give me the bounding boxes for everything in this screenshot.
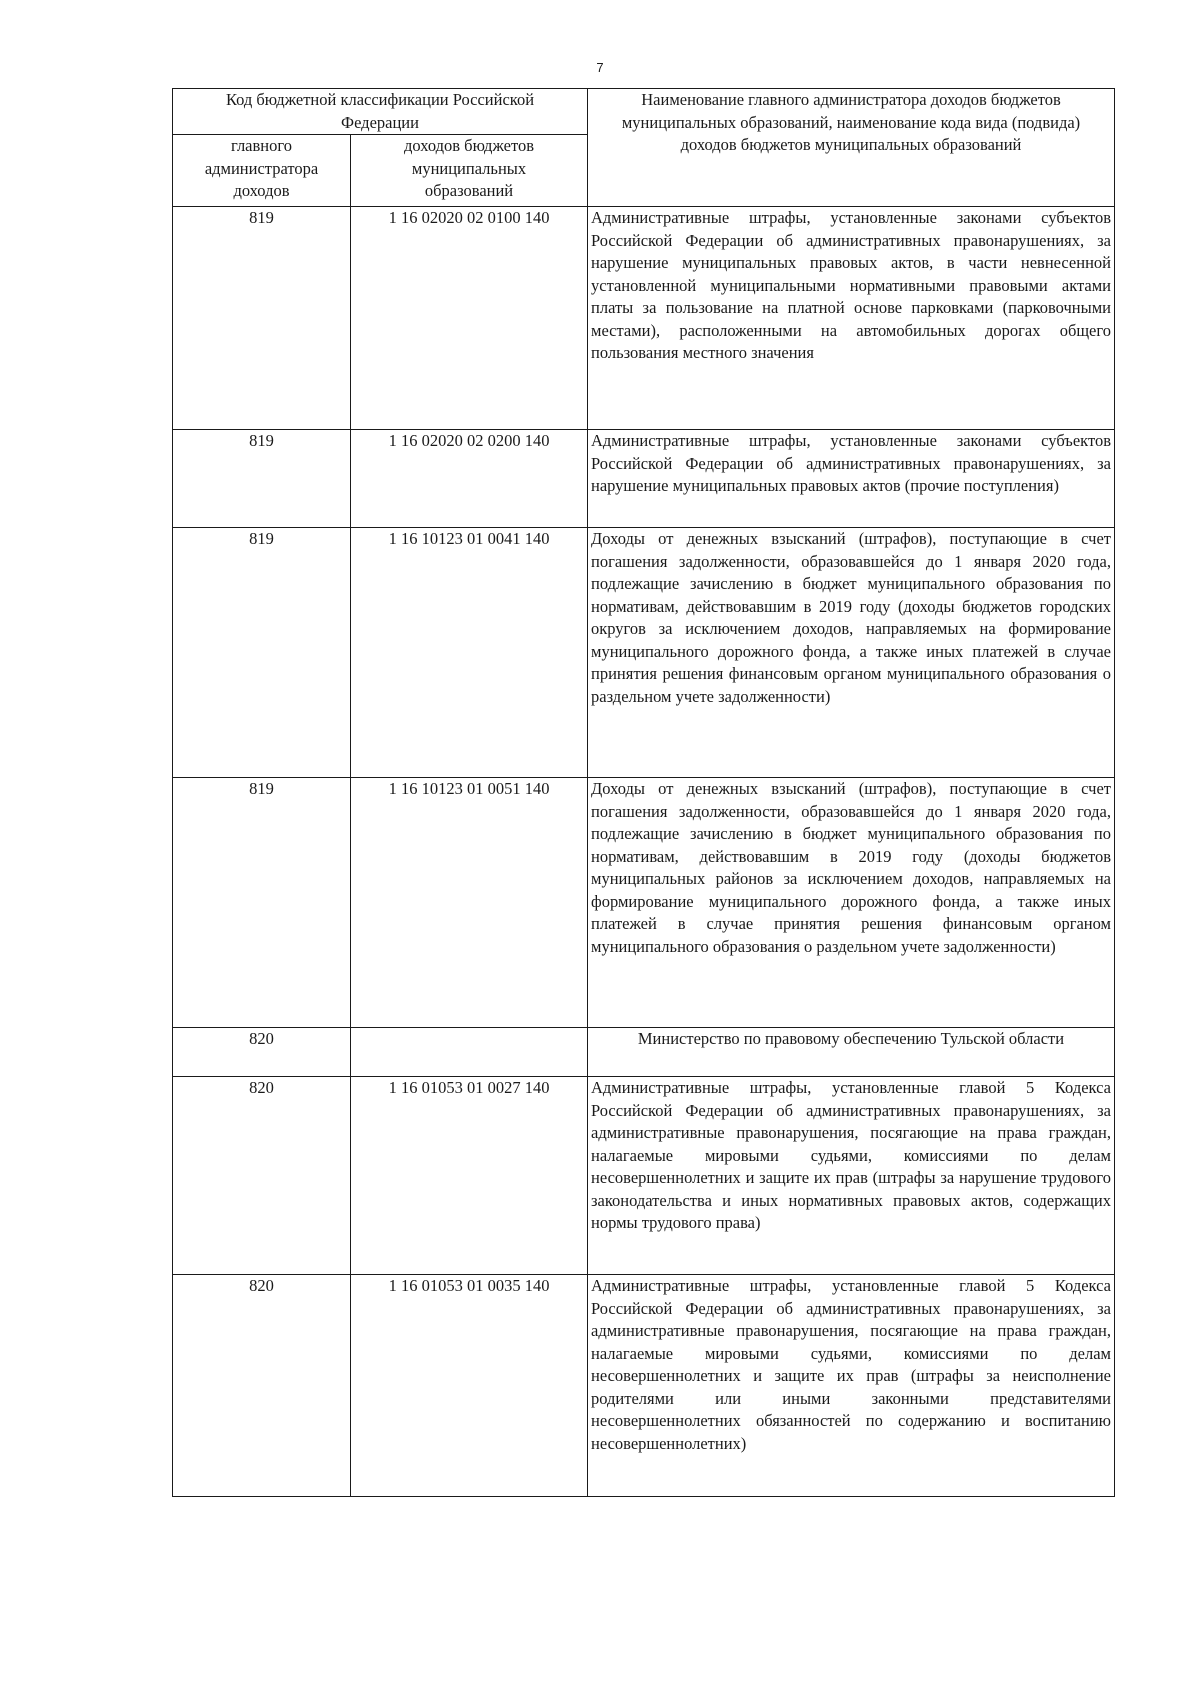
header-row-group [173, 89, 1115, 135]
table-row [173, 778, 1115, 1028]
budget-code-cell: 1 16 10123 01 0041 140 [351, 528, 588, 778]
header-col-admin: главного администратора доходов [173, 135, 351, 207]
admin-code-cell: 820 [173, 1077, 351, 1275]
admin-code-cell: 819 [173, 528, 351, 778]
budget-code-cell: 1 16 01053 01 0027 140 [351, 1077, 588, 1275]
budget-code-cell: 1 16 10123 01 0051 140 [351, 778, 588, 1028]
budget-code-cell: 1 16 02020 02 0200 140 [351, 430, 588, 528]
income-name-cell: Административные штрафы, установленные законами субъектов Российской Федерации об административных правонарушениях, за нарушение муниципальных правовых актов, в части невнесенной установленной муниципальными нормативными правовыми актами платы за пользование на платной основе парковками (парковочными местами), расположенными на автомобильных дорогах общего пользования местного значения [588, 207, 1115, 430]
budget-code-cell: 1 16 02020 02 0100 140 [351, 207, 588, 430]
table-row [173, 528, 1115, 778]
header-group-title: Код бюджетной классификации Российской Федерации [173, 89, 588, 135]
income-name-cell: Административные штрафы, установленные законами субъектов Российской Федерации об административных правонарушениях, за нарушение муниципальных правовых актов (прочие поступления) [588, 430, 1115, 528]
admin-code-cell: 820 [173, 1275, 351, 1497]
admin-code-cell: 819 [173, 778, 351, 1028]
admin-code-cell: 819 [173, 430, 351, 528]
budget-code-cell: 1 16 01053 01 0035 140 [351, 1275, 588, 1497]
table-row [173, 1077, 1115, 1275]
table-row [173, 207, 1115, 430]
income-name-cell: Доходы от денежных взысканий (штрафов), поступающие в счет погашения задолженности, образовавшейся до 1 января 2020 года, подлежащие зачислению в бюджет муниципального образования по нормативам, действовавшим в 2019 году (доходы бюджетов муниципальных районов за исключением доходов, направляемых на формирование муниципального дорожного фонда, а также иных платежей в случае принятия решения финансовым органом муниципального образования о раздельном учете задолженности) [588, 778, 1115, 1028]
header-col-name: Наименование главного администратора доходов бюджетов муниципальных образований, наименование кода вида (подвида) доходов бюджетов муниципальных образований [588, 89, 1115, 207]
table-row [173, 430, 1115, 528]
income-name-cell: Доходы от денежных взысканий (штрафов), поступающие в счет погашения задолженности, образовавшейся до 1 января 2020 года, подлежащие зачислению в бюджет муниципального образования по нормативам, действовавшим в 2019 году (доходы бюджетов городских округов за исключением доходов, направляемых на формирование муниципального дорожного фонда, а также иных платежей в случае принятия решения финансовым органом муниципального образования о раздельном учете задолженности) [588, 528, 1115, 778]
page-number: 7 [596, 60, 604, 75]
header-col-code: доходов бюджетов муниципальных образований [351, 135, 588, 207]
budget-classification-table [172, 88, 1115, 1497]
budget-code-cell [351, 1028, 588, 1077]
table-row [173, 1028, 1115, 1077]
income-name-cell: Административные штрафы, установленные главой 5 Кодекса Российской Федерации об административных правонарушениях, за административные правонарушения, посягающие на права граждан, налагаемые мировыми судьями, комиссиями по делам несовершеннолетних и защите их прав (штрафы за неисполнение родителями или иными законными представителями несовершеннолетних обязанностей по содержанию и воспитанию несовершеннолетних) [588, 1275, 1115, 1497]
administrator-name-cell: Министерство по правовому обеспечению Тульской области [588, 1028, 1115, 1077]
admin-code-cell: 819 [173, 207, 351, 430]
admin-code-cell: 820 [173, 1028, 351, 1077]
table-row [173, 1275, 1115, 1497]
income-name-cell: Административные штрафы, установленные главой 5 Кодекса Российской Федерации об административных правонарушениях, за административные правонарушения, посягающие на права граждан, налагаемые мировыми судьями, комиссиями по делам несовершеннолетних и защите их прав (штрафы за нарушение трудового законодательства и иных нормативных правовых актов, содержащих нормы трудового права) [588, 1077, 1115, 1275]
